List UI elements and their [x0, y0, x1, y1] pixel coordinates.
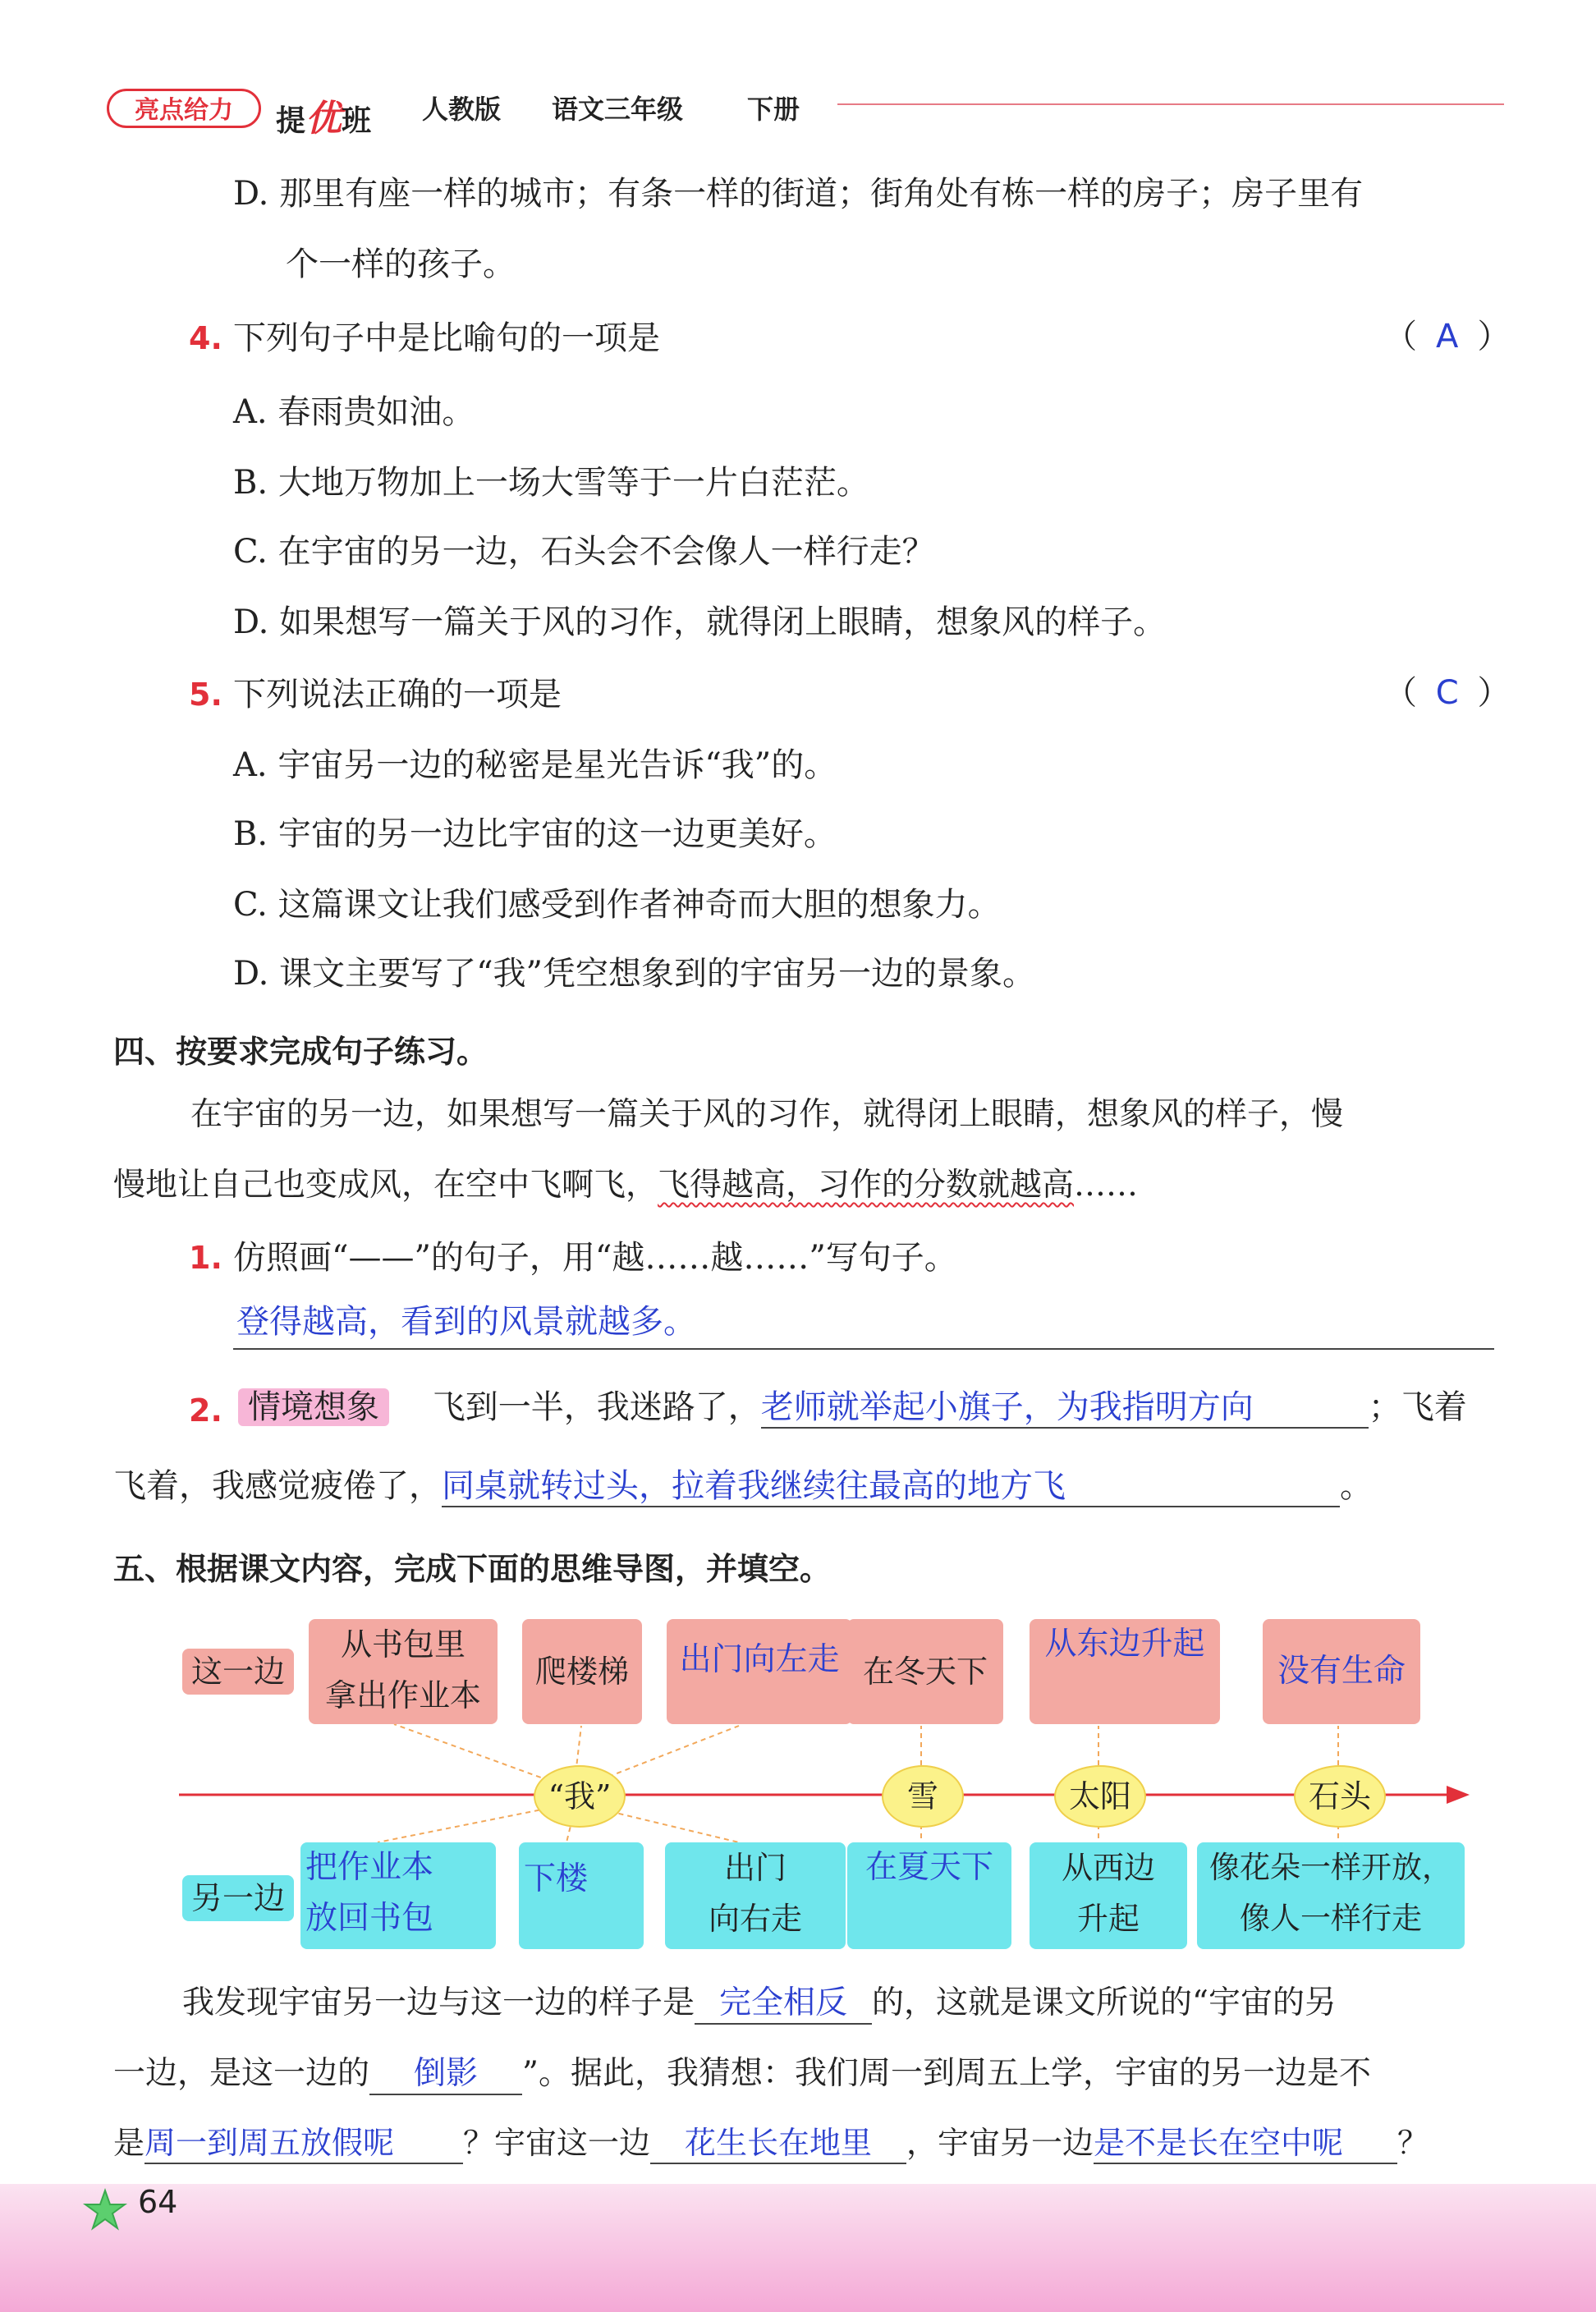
scenario-tag: 情境想象 [238, 1388, 389, 1426]
bottom-box-2: 下楼 [519, 1842, 644, 1949]
page-number: 64 [138, 2184, 178, 2220]
q5-option-c: C. 这篇课文让我们感受到作者神奇而大胆的想象力。 [233, 886, 1001, 924]
bottom-box-3-line1: 出门 [723, 1850, 787, 1886]
fill-answer-1: 完全相反 [695, 1984, 872, 2025]
q5-option-b: B. 宇宙的另一边比宇宙的这一边更美好。 [233, 815, 837, 853]
subject-label: 语文三年级 [552, 94, 684, 125]
bottom-box-3 [665, 1842, 846, 1949]
sec4-q2-answer2: 同桌就转过头，拉着我继续往最高的地方飞 [442, 1466, 1340, 1507]
bottom-box-5-line1: 从西边 [1061, 1850, 1155, 1886]
sec4-q2-answer1: 老师就举起小旗子，为我指明方向 [761, 1388, 1369, 1429]
bottom-box-3-line2: 向右走 [708, 1901, 802, 1937]
bottom-box-6-line2: 像人一样行走 [1240, 1901, 1422, 1936]
top-box-3: 出门向左走 [667, 1619, 852, 1724]
sec5-fill-line3 [113, 2123, 1429, 2164]
top-box-2: 爬楼梯 [522, 1619, 642, 1724]
bottom-box-1-line2: 放回书包 [305, 1900, 434, 1937]
q4-option-a: A. 春雨贵如油。 [233, 393, 475, 431]
sec4-passage-line1: 在宇宙的另一边，如果想写一篇关于风的习作，就得闭上眼睛，想象风的样子，慢 [190, 1096, 1344, 1133]
fill-text-1b: 的，这就是课文所说的“宇宙的另 [872, 1984, 1337, 2021]
fill-text-1a: 我发现宇宙另一边与这一边的样子是 [182, 1984, 695, 2021]
sec4-q1-answer-text: 登得越高，看到的风景就越多。 [236, 1303, 696, 1341]
star-icon [82, 2187, 128, 2233]
fill-answer-4: 花生长在地里 [650, 2123, 906, 2164]
top-box-5: 从东边升起 [1030, 1619, 1220, 1724]
bottom-box-5-line2: 升起 [1076, 1901, 1140, 1937]
sec5-fill-line1 [182, 1984, 1337, 2025]
q2-text-b: ；飞着 [1368, 1388, 1467, 1426]
q5-option-d: D. 课文主要写了“我”凭空想象到的宇宙另一边的景象。 [233, 955, 1035, 993]
top-box-6: 没有生命 [1263, 1619, 1420, 1724]
section-5-title: 五、根据课文内容，完成下面的思维导图，并填空。 [113, 1551, 832, 1587]
sec4-q2-number: 2. [189, 1392, 222, 1429]
fill-text-2b: ”。据此，我猜想：我们周一到周五上学，宇宙的另一边是不 [522, 2055, 1371, 2092]
bottom-box-6-line1: 像花朵一样开放， [1209, 1850, 1452, 1885]
paren-open: （ [1384, 674, 1417, 712]
paren-close: ） [1477, 318, 1511, 356]
top-box-1-line1: 从书包里 [340, 1626, 466, 1663]
top-box-4: 在冬天下 [847, 1619, 1003, 1724]
paren-close: ） [1477, 674, 1511, 712]
sec5-fill-line2 [113, 2054, 1371, 2095]
fill-text-3d: ？ [1397, 2125, 1429, 2161]
fill-answer-2: 倒影 [369, 2054, 522, 2095]
q4-option-d: D. 如果想写一篇关于风的习作，就得闭上眼睛，想象风的样子。 [233, 603, 1167, 641]
q4-answer: A [1436, 318, 1459, 356]
q2-text-c: 飞着，我感觉疲倦了， [113, 1467, 442, 1505]
model-sentence: 飞得越高，习作的分数就越高 [658, 1167, 1075, 1204]
top-box-1-line2: 拿出作业本 [324, 1677, 481, 1713]
q5-option-a: A. 宇宙另一边的秘密是星光告诉“我”的。 [233, 746, 837, 784]
volume-label: 下册 [747, 94, 800, 125]
sec4-q1-text: 仿照画“——”的句子，用“越……越……”写句子。 [233, 1239, 957, 1277]
series-badge: 亮点给力 [107, 89, 261, 128]
q5-number: 5. [189, 677, 222, 713]
bottom-box-6 [1197, 1842, 1465, 1949]
q4-stem: 下列句子中是比喻句的一项是 [233, 319, 660, 357]
q2-text-a: 飞到一半，我迷路了， [432, 1388, 761, 1426]
this-side-label: 这一边 [182, 1649, 294, 1695]
fill-text-2a: 一边，是这一边的 [113, 2055, 370, 2092]
passage-ellipsis: …… [1074, 1167, 1139, 1204]
bottom-box-5 [1030, 1842, 1187, 1949]
sec4-q1-number: 1. [189, 1240, 222, 1276]
paren-open: （ [1384, 318, 1417, 356]
bottom-box-1-line1: 把作业本 [305, 1849, 434, 1886]
node-snow: 雪 [882, 1765, 964, 1828]
footer-band [0, 2184, 1596, 2312]
q4-option-b: B. 大地万物加上一场大雪等于一片白茫茫。 [233, 464, 869, 502]
node-sun: 太阳 [1054, 1765, 1146, 1828]
other-side-label: 另一边 [182, 1875, 294, 1921]
fill-answer-3: 周一到周五放假呢 [144, 2123, 463, 2164]
node-stone: 石头 [1294, 1765, 1386, 1828]
bottom-box-4: 在夏天下 [847, 1842, 1011, 1949]
brand-mid: 优 [305, 98, 342, 140]
node-me: “我” [534, 1765, 626, 1828]
section-4-title: 四、按要求完成句子练习。 [113, 1034, 488, 1070]
brand-prefix: 提 [276, 104, 306, 138]
q4-option-c: C. 在宇宙的另一边，石头会不会像人一样行走？ [233, 533, 935, 571]
q3-option-d-line2: 个一样的孩子。 [286, 245, 516, 283]
q3-option-d-line1: D. 那里有座一样的城市；有条一样的街道；街角处有栋一样的房子；房子里有 [233, 175, 1364, 213]
bottom-box-1 [300, 1842, 496, 1949]
q2-text-end: 。 [1340, 1467, 1373, 1505]
q4-number: 4. [189, 320, 222, 356]
q5-answer: C [1435, 674, 1459, 712]
brand-suffix: 班 [342, 104, 372, 138]
fill-text-3c: ，宇宙另一边 [906, 2125, 1094, 2161]
top-box-1 [309, 1619, 498, 1724]
fill-text-3b: ？宇宙这一边 [463, 2125, 651, 2161]
q5-stem: 下列说法正确的一项是 [233, 676, 562, 713]
passage-text: 慢地让自己也变成风，在空中飞啊飞， [113, 1167, 658, 1204]
fill-answer-5: 是不是长在空中呢 [1094, 2123, 1397, 2164]
edition-label: 人教版 [422, 94, 502, 125]
fill-text-3a: 是 [113, 2125, 145, 2161]
